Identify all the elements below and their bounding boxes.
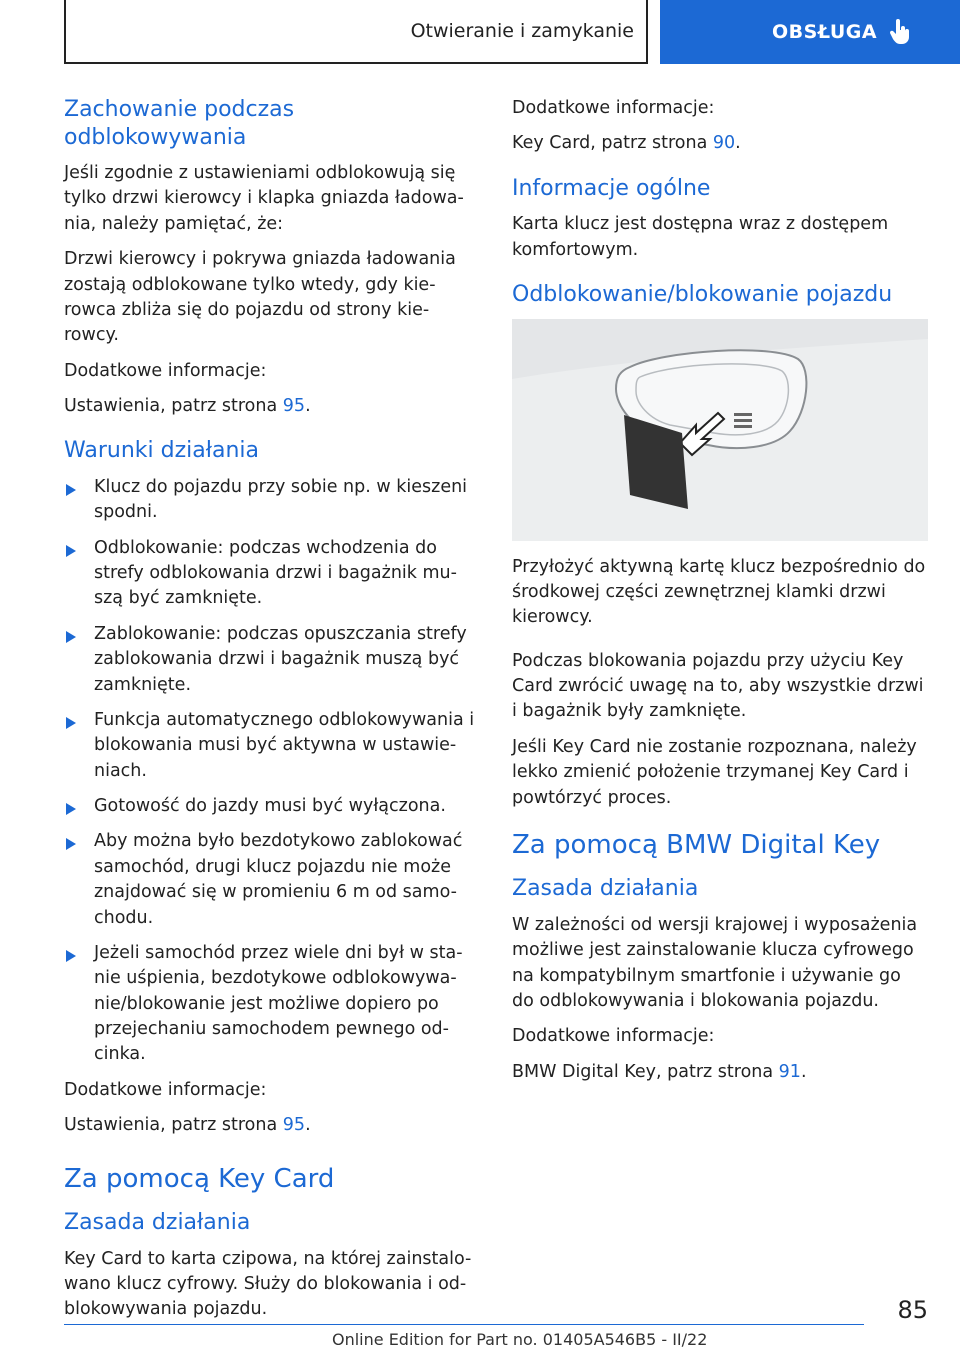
heading-zasada-digital: Zasada działania [512, 876, 699, 902]
page-number: 85 [897, 1296, 928, 1324]
heading-key-card: Za pomocą Key Card [64, 1163, 335, 1194]
list-item: Odblokowanie: podczas wchodzenia do strefy odblokowania drzwi i bagażnik mu-szą być zamknięte. [64, 536, 480, 612]
paragraph-not-recognized: Jeśli Key Card nie zostanie rozpoznana, należy lekko zmienić położenie trzymanej Key Card i powtórzyć proces. [512, 736, 917, 808]
paragraph-digital-key: W zależności od wersji krajowej i wyposażenia możliwe jest zainstalowanie klucza cyfrowego na kompatybilnym smartfonie i używanie go do odblokowywania i blokowania pojazdu. [512, 914, 918, 1011]
paragraph-general-info: Karta klucz jest dostępna wraz z dostępem komfortowym. [512, 214, 889, 260]
cross-reference: Key Card, patrz strona 90. [512, 133, 741, 154]
heading-odblokowanie: Odblokowanie/blokowanie pojazdu [512, 282, 893, 307]
heading-digital-key: Za pomocą BMW Digital Key [512, 829, 881, 860]
heading-informacje-ogolne: Informacje ogólne [512, 175, 711, 201]
paragraph-driver-door: Drzwi kierowcy i pokrywa gniazda ładowania zostają odblokowane tylko wtedy, gdy kie-rowca zbliża się do pojazdu od strony kie-rowcy. [64, 249, 456, 346]
page-link[interactable]: 95 [282, 396, 306, 416]
list-item: Klucz do pojazdu przy sobie np. w kieszeni spodni. [64, 475, 480, 526]
heading-warunki: Warunki działania [64, 438, 259, 464]
info-label: Dodatkowe informacje: [512, 98, 715, 118]
header-section-box [64, 0, 648, 64]
cross-reference: Ustawienia, patrz strona 95. [64, 1115, 311, 1136]
page-link[interactable]: 90 [712, 133, 736, 154]
hand-pointer-icon [889, 19, 911, 45]
heading-zasada: Zasada działania [64, 1210, 251, 1235]
paragraph-settings-note: Jeśli zgodnie z ustawieniami odblokowują się tylko drzwi kierowcy i klapka gniazda ładowa-nia, należy pamiętać, że: [64, 163, 464, 234]
list-item: Jeżeli samochód przez wiele dni był w sta-nie uśpienia, bezdotykowe odblokowywa-nie/blokowanie jest możliwe dopiero po przejechaniu samochodem pewnego od-cinka. [64, 941, 480, 1068]
heading-zachowanie: Zachowanie podczas odblokowywania [64, 97, 295, 150]
edition-footer: Online Edition for Part no. 01405A546B5 - II/22 [332, 1330, 708, 1349]
info-label: Dodatkowe informacje: [64, 360, 267, 381]
right-column [512, 96, 928, 1095]
reference-text: Key Card, patrz strona [512, 133, 708, 154]
list-item: Zablokowanie: podczas opuszczania strefy zablokowania drzwi i bagażnik muszą być zamknięte. [64, 622, 480, 698]
header-section-title: Otwieranie i zamykanie [410, 20, 634, 42]
list-item: Gotowość do jazdy musi być wyłączona. [64, 794, 480, 819]
cross-reference: BMW Digital Key, patrz strona 91. [512, 1061, 807, 1082]
door-handle-key-card-illustration [512, 319, 928, 541]
reference-text: BMW Digital Key, patrz strona [512, 1061, 774, 1082]
header-chapter-tab[interactable] [660, 0, 960, 64]
footer-divider [64, 1324, 864, 1325]
list-item: Funkcja automatycznego odblokowywania i blokowania musi być aktywna w ustawie-niach. [64, 708, 480, 784]
left-column [64, 96, 480, 1333]
paragraph-locking-note: Podczas blokowania pojazdu przy użyciu Key Card zwrócić uwagę na to, aby wszystkie drzwi i bagażnik były zamknięte. [512, 650, 924, 722]
page-link[interactable]: 95 [282, 1115, 306, 1136]
paragraph-apply-card: Przyłożyć aktywną kartę klucz bezpośrednio do środkowej części zewnętrznej klamki drzwi kierowcy. [512, 556, 926, 628]
cross-reference: Ustawienia, patrz strona 95. [64, 396, 311, 416]
header-chapter-label: OBSŁUGA [772, 21, 878, 43]
info-label: Dodatkowe informacje: [64, 1079, 267, 1100]
reference-text: Ustawienia, patrz strona [64, 1115, 278, 1136]
info-label: Dodatkowe informacje: [512, 1026, 715, 1047]
paragraph-key-card: Key Card to karta czipowa, na której zainstalo-wano klucz cyfrowy. Służy do blokowania i od-blokowywania pojazdu. [64, 1248, 472, 1320]
conditions-list [64, 475, 480, 1068]
list-item: Aby można było bezdotykowo zablokować samochód, drugi klucz pojazdu nie może znajdować się w promieniu 6 m od samo-chodu. [64, 829, 480, 931]
page-link[interactable]: 91 [778, 1061, 801, 1082]
reference-text: Ustawienia, patrz strona [64, 396, 278, 416]
